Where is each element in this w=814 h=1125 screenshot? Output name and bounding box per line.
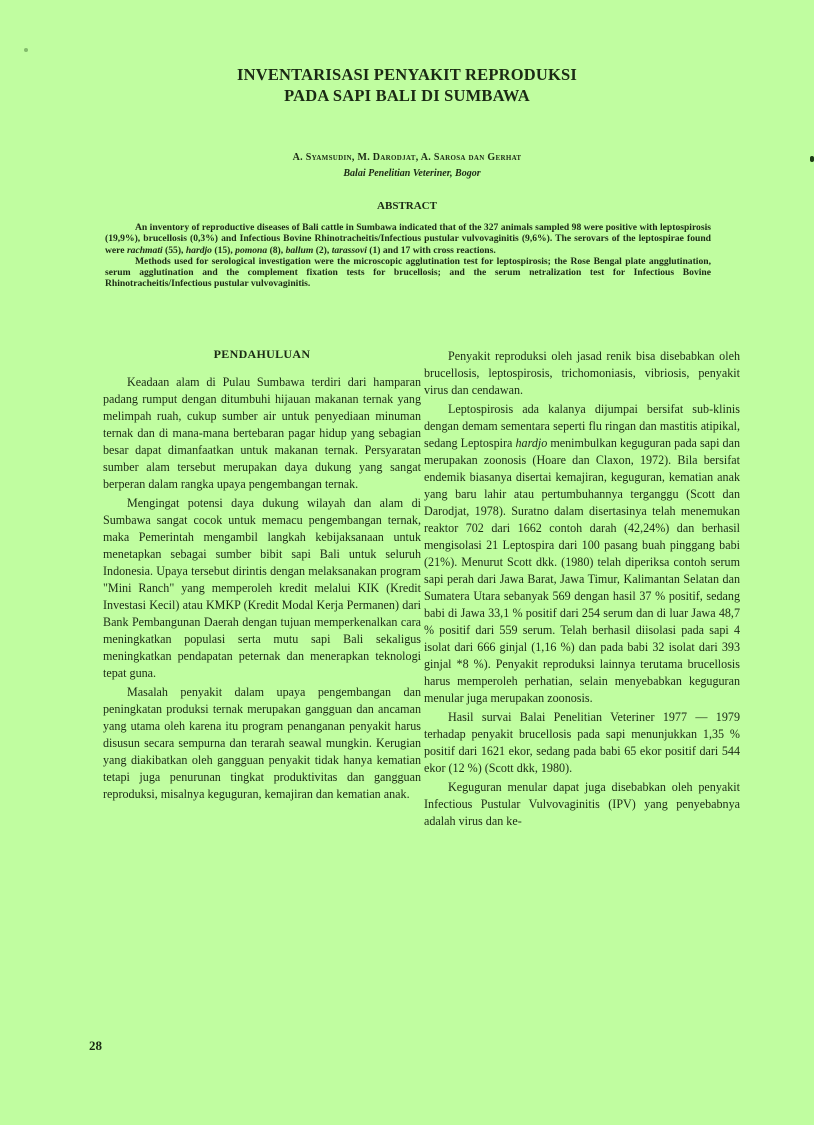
body-paragraph: Keadaan alam di Pulau Sumbawa terdiri dari hamparan padang rumput dengan ditumbuhi hijauan makanan ternak yang melimpah ruah, cukup sumber air untuk penyediaan minuman ternak dan di mana-mana bertebaran pagar hidup yang sebagian besar dapat dimanfaatkan untuk makanan ternak. Persyaratan sumber alam tersebut merupakan daya dukung yang sangat berperan dalam rangka upaya pengembangan ternak. xyxy=(103,375,421,491)
scan-artifact xyxy=(810,156,814,162)
body-paragraph: Masalah penyakit dalam upaya pengembangan dan peningkatan produksi ternak merupakan gangguan dan ancaman yang utama oleh karena itu program penanganan penyakit harus disusun secara sempurna dan terarah seawal mungkin. Kerugian yang diakibatkan oleh gangguan penyakit tidak hanya kematian tetapi juga penurunan tingkat produktivitas dan gangguan reproduksi, misalnya keguguran, kemajiran dan kematian anak. xyxy=(103,685,421,801)
serovar-name: rachmati xyxy=(126,244,163,256)
abstract-text: (8), xyxy=(267,244,286,256)
affiliation: Balai Penelitian Veteriner, Bogor xyxy=(343,168,481,179)
abstract-text: An inventory of reproductive diseases of Bali cattle in Sumbawa indicated that of the 327 animals sampled 98 were positive with leptospirosis (19,9%), brucellosis (0,3%) and Infectious Bovine Rhinotracheitis/Infectious pustular vulvovaginitis (9,6%). The serovars of the leptospirae found were xyxy=(105,222,711,256)
serovar-name: pomona xyxy=(235,244,268,256)
abstract-paragraph-1 xyxy=(105,222,711,256)
section-heading-pendahuluan: PENDAHULUAN xyxy=(213,347,311,361)
body-paragraph: Mengingat potensi daya dukung wilayah dan alam di Sumbawa sangat cocok untuk memacu pengembangan ternak, maka Pemerintah mengambil langkah kebijaksanaan untuk menetapkan sebagai sumber bibit sapi Bali untuk seluruh Indonesia. Upaya tersebut dirintis dengan melaksanakan program "Mini Ranch" yang memperoleh kredit melalui KIK (Kredit Investasi Kecil) atau KMKP (Kredit Modal Kerja Permanen) dari Bank Pembangunan Daerah dengan tujuan memperkenalkan cara meningkatkan populasi serta mutu sapi Bali sekaligus meningkatkan pendapatan peternak dan menerapkan teknologi tepat guna. xyxy=(103,496,421,680)
title-line-1: INVENTARISASI PENYAKIT REPRODUKSI xyxy=(236,65,578,84)
body-paragraph xyxy=(424,401,740,707)
right-column xyxy=(424,348,740,832)
body-paragraph: Keguguran menular dapat juga disebabkan oleh penyakit Infectious Pustular Vulvovaginitis (IPV) yang penyebabnya adalah virus dan ke- xyxy=(424,780,740,828)
body-text: menimbulkan keguguran pada sapi dan merupakan zoonosis (Hoare dan Claxon, 1972). Bila bersifat endemik biasanya disertai kemajiran, keguguran, kematian anak yang baru lahir atau pertumbuhannya terganggu (Scott dan Darodjat, 1978). Suratno dalam disertasinya telah menemukan reaktor 702 dari 1662 contoh darah (42,24%) dan berhasil mengisolasi 21 Leptospira dari 100 pasang buah pinggang babi (21%). Menurut Scott dkk. (1980) telah diperiksa contoh serum sapi perah dari Jawa Barat, Jawa Timur, Kalimantan Selatan dan Sumatera Utara sebanyak 569 dengan hasil 37 % positif, sedang babi di Jawa 33,1 % positif dari 254 serum dan di luar Jawa 48,7 % positif dari 559 serum. Telah berhasil diisolasi pada sapi 4 isolat dari 666 ginjal (1,16 %) dan pada babi 32 isolat dari 393 ginjal *8 %). Penyakit reproduksi lainnya terutama brucellosis harus memperoleh perhatian, selain menyebabkan keguguran menular juga merupakan zoonosis. xyxy=(424,436,740,705)
body-paragraph: Penyakit reproduksi oleh jasad renik bisa disebabkan oleh brucellosis, leptospirosis, trichomoniasis, vibriosis, penyakit virus dan cendawan. xyxy=(424,349,740,397)
page-number: 28 xyxy=(89,1038,102,1053)
abstract-text: (1) and 17 with cross reactions. xyxy=(366,244,496,256)
abstract-text: (55), xyxy=(162,244,186,256)
serovar-name: tarassovi xyxy=(331,244,367,256)
abstract-text: (15), xyxy=(211,244,236,256)
serovar-name: hardjo xyxy=(515,436,548,450)
left-column xyxy=(103,346,421,805)
serovar-name: ballum xyxy=(285,244,314,256)
abstract-body xyxy=(105,222,711,290)
serovar-name: hardjo xyxy=(185,244,212,256)
title-line-2: PADA SAPI BALI DI SUMBAWA xyxy=(284,86,530,105)
body-paragraph: Hasil survai Balai Penelitian Veteriner 1977 — 1979 terhadap penyakit brucellosis pada sapi menunjukkan 1,35 % positif dari 1621 ekor, sedang pada babi 65 ekor positif dari 544 ekor (12 %) (Scott dkk, 1980). xyxy=(424,710,740,775)
paper-title xyxy=(0,64,814,106)
body-text: Leptospirosis ada kalanya dijumpai bersifat sub-klinis dengan demam sementara seperti flu ringan dan mastitis atipikal, sedang Leptospira xyxy=(424,402,740,450)
abstract-paragraph-2: Methods used for serological investigation were the microscopic agglutination test for leptospirosis; the Rose Bengal plate angglutination, serum agglutination and the complement fixation tests for brucellosis; and the serum netralization test for Infectious Bovine Rhinotracheitis/Infectious pustular vulvovaginitis. xyxy=(105,255,711,290)
scan-artifact xyxy=(24,48,28,52)
authors: A. Syamsudin, M. Darodjat, A. Sarosa dan Gerhat xyxy=(292,152,522,163)
abstract-text: (2), xyxy=(313,244,332,256)
abstract-heading: ABSTRACT xyxy=(377,200,437,212)
